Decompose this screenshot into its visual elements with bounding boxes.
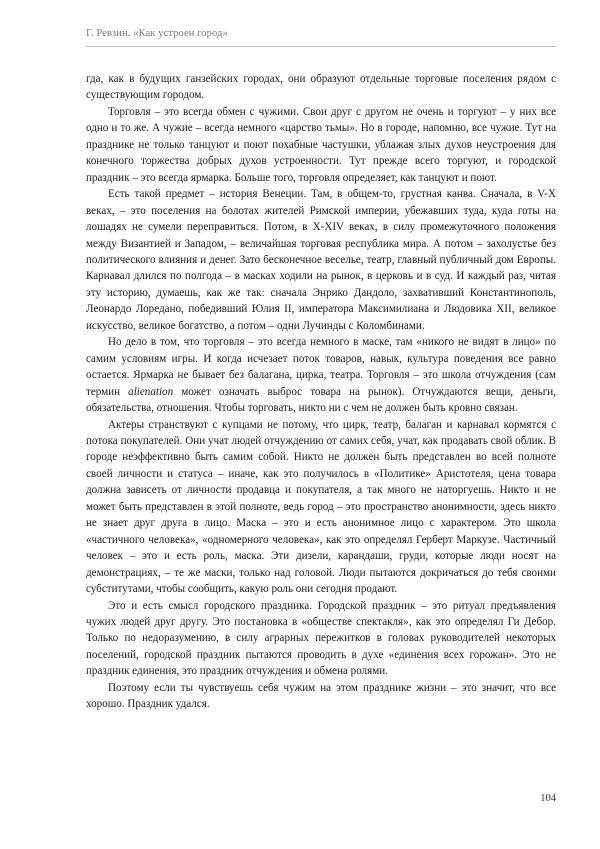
paragraph-trade-mask-text-after: может означать выброс товара на рынок). Отчуждаются вещи, деньги, обязательства, отношения. Чтобы торговать, никто ни с чем не должен быть кровно связан. [86, 385, 556, 415]
paragraph-trade-strangers: Торговля – это всегда обмен с чужими. Свои друг с другом не очень и торгуют – у них все одно и то же. А чужие – всегда немного «царство тьмы». Но в городе, напомню, все чужие. Тут на празднике не только танцуют и поют похабные частушки, ублажая злых духов неустроения для конечного торжества добрых духов устроенности. Тут прежде всего торгуют, и городской праздник – это всегда ярмарка. Больше того, торговля определяет, как танцуют и поют. [86, 105, 556, 184]
paragraph-trade-mask [86, 334, 556, 416]
body-text [86, 71, 556, 713]
paragraph-actors-merchants: Актеры странствуют с купцами не потому, что цирк, театр, балаган и карнавал кормятся с потока покупателей. Они учат людей отчуждению от самих себя, учат, как продавать свой облик. В городе неэффективно быть самим собой. Никто не должен быть представлен во всей полноте своей личности и статуса – иначе, как это получилось в «Политике» Аристотеля, цена товара должна зависеть от личности продавца и покупателя, а так много не наторгуешь. Никто и не может быть представлен в этой полноте, ведь город – это пространство анонимности, здесь никто не знает друг друга в лицо. Маска – это и есть анонимное лицо с характером. Это школа «частичного человека», «одномерного человека», как это определял Герберт Маркузе. Частичный человек – это и есть роль, маска. Эти дизели, карандаши, груди, которые люди носят на демонстрациях, – те же маски, только над головой. Люди пытаются докричаться до тебя своими субститутами, чтобы сообщить, какую роль они сегодня продают. [86, 418, 556, 596]
header-divider [86, 46, 556, 47]
italic-term-alienation: alienation [128, 385, 174, 398]
paragraph-city-festival-meaning: Это и есть смысл городского праздника. Городской праздник – это ритуал предъявления чужих людей друг другу. Это постановка в «обществе спектакля», как это определял Ги Дебор. Только по недоразумению, в силу аграрных пережитков в головах руководителей некоторых поселений, городской праздник пытаются проводить в духе «единения всех горожан». Это не праздник единения, это праздник отчуждения и обмена ролями. [86, 599, 556, 678]
paragraph-continuation: гда, как в будущих ганзейских городах, они образуют отдельные торговые поселения рядом с существующим городом. [86, 73, 556, 102]
running-head: Г. Ревзин. «Как устроен город» [86, 28, 228, 39]
paragraph-conclusion: Поэтому если ты чувствуешь себя чужим на этом празднике жизни – это значит, что все хорошо. Праздник удался. [86, 681, 556, 711]
paragraph-venice-history: Есть такой предмет – история Венеции. Там, в общем-то, грустная канва. Сначала, в V-X веках, – это поселения на болотах жителей Римской империи, убежавших туда, куда готы на лошадях не сумели переправиться. Потом, в X-XIV веках, в силу промежуточного положения между Византией и Западом, – величайшая торговая республика мира. А потом – захолустье без политического влияния и денег. Зато бесконечное веселье, театр, главный публичный дом Европы. Карнавал длился по полгода – в масках ходили на рынок, в церковь и в суд. И каждый раз, читая эту историю, думаешь, как же так: сначала Энрико Дандоло, захвативший Константинополь, Леонардо Лоредано, победивший Юлия II, императора Максимилиана и Людовика XII, великое искусство, великое богатство, а потом – одни Лучинды с Коломбинами. [86, 188, 556, 332]
paragraph-trade-mask-text-before: Но дело в том, что торговля – это всегда немного в маске, там «никого не видят в лицо» по самим условиям игры. И когда исчезает поток товаров, навык, культура поведения все равно остается. Ярмарка не бывает без балагана, цирка, театра. Торговля – это школа отчуждения (сам термин [86, 336, 556, 398]
page-number: 104 [540, 793, 556, 804]
